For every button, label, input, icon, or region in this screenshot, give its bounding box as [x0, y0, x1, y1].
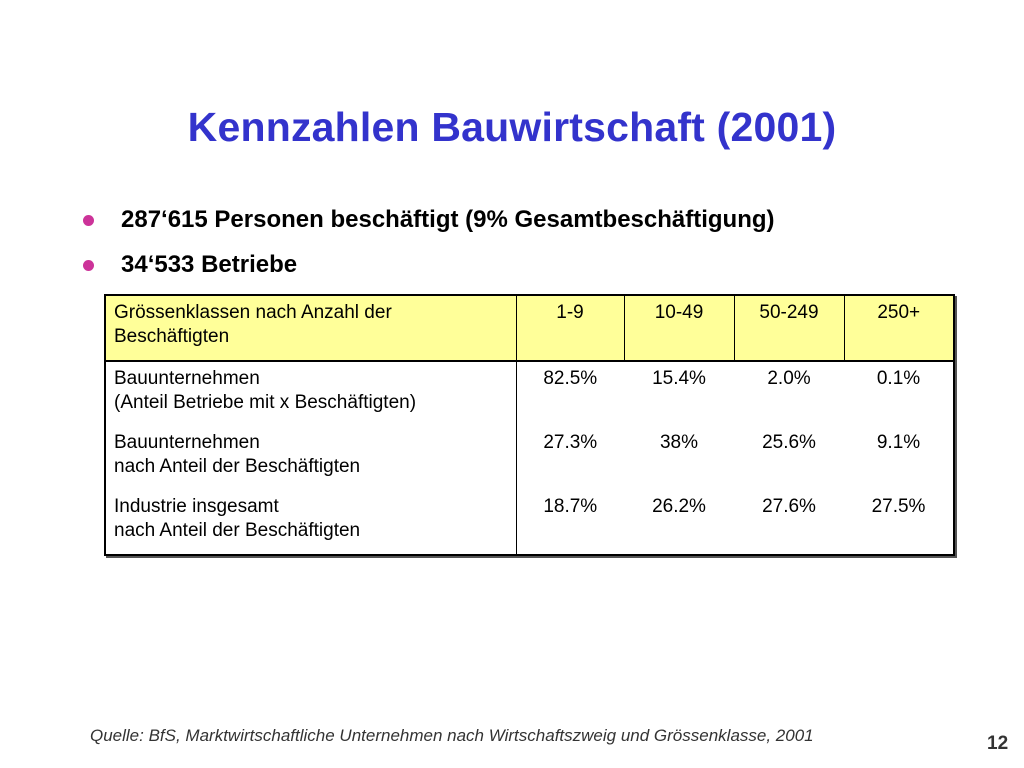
- header-label-line1: Grössenklassen nach Anzahl der: [114, 302, 392, 323]
- table-row: [106, 490, 953, 554]
- value-cell: 25.6%: [762, 432, 816, 454]
- value-cell: 9.1%: [876, 432, 921, 454]
- header-col-1-9: 1-9: [516, 296, 624, 361]
- row-label-cell: [106, 490, 516, 554]
- data-table: [104, 294, 955, 556]
- bullet-item: [80, 202, 775, 247]
- value-cell: 2.0%: [767, 368, 811, 390]
- bullet-text: 287‘615 Personen beschäftigt (9% Gesamtbeschäftigung): [121, 206, 775, 233]
- value-cell: 27.6%: [762, 496, 816, 517]
- value-cell: 27.3%: [543, 432, 598, 454]
- source-note: Quelle: BfS, Marktwirtschaftliche Unternehmen nach Wirtschaftszweig und Grössenklasse, 2001: [90, 726, 814, 745]
- value-cell: 15.4%: [652, 368, 706, 390]
- value-cell: 0.1%: [876, 368, 921, 390]
- page-number: 12: [987, 733, 1009, 754]
- row-label-line2: nach Anteil der Beschäftigten: [114, 520, 361, 541]
- bullet-item: [80, 247, 775, 292]
- value-cell: 27.5%: [871, 496, 926, 517]
- row-label-line2: (Anteil Betriebe mit x Beschäftigten): [114, 392, 417, 414]
- value-cell: 26.2%: [652, 496, 706, 517]
- header-label-line2: Beschäftigten: [114, 326, 230, 347]
- table-row: [106, 361, 953, 426]
- row-label-line1: Industrie insgesamt: [114, 496, 279, 517]
- bullet-list: [80, 202, 775, 292]
- value-cell: 82.5%: [543, 368, 598, 390]
- bullet-dot-icon: [83, 215, 94, 226]
- header-col-50-249: 50-249: [734, 296, 844, 361]
- header-label-cell: [106, 296, 516, 361]
- bullet-text: 34‘533 Betriebe: [121, 251, 298, 278]
- value-cell: 18.7%: [543, 496, 598, 517]
- row-label-cell: [106, 426, 516, 490]
- table-row: [106, 426, 953, 490]
- slide-title: Kennzahlen Bauwirtschaft (2001): [187, 104, 837, 150]
- row-label-line1: Bauunternehmen: [114, 432, 260, 454]
- table-header-row: [106, 296, 953, 361]
- row-label-line1: Bauunternehmen: [114, 368, 260, 390]
- row-label-line2: nach Anteil der Beschäftigten: [114, 456, 361, 478]
- value-cell: 38%: [659, 432, 699, 454]
- header-col-10-49: 10-49: [624, 296, 734, 361]
- header-col-250-plus: 250+: [844, 296, 953, 361]
- bullet-dot-icon: [83, 260, 94, 271]
- row-label-cell: [106, 361, 516, 426]
